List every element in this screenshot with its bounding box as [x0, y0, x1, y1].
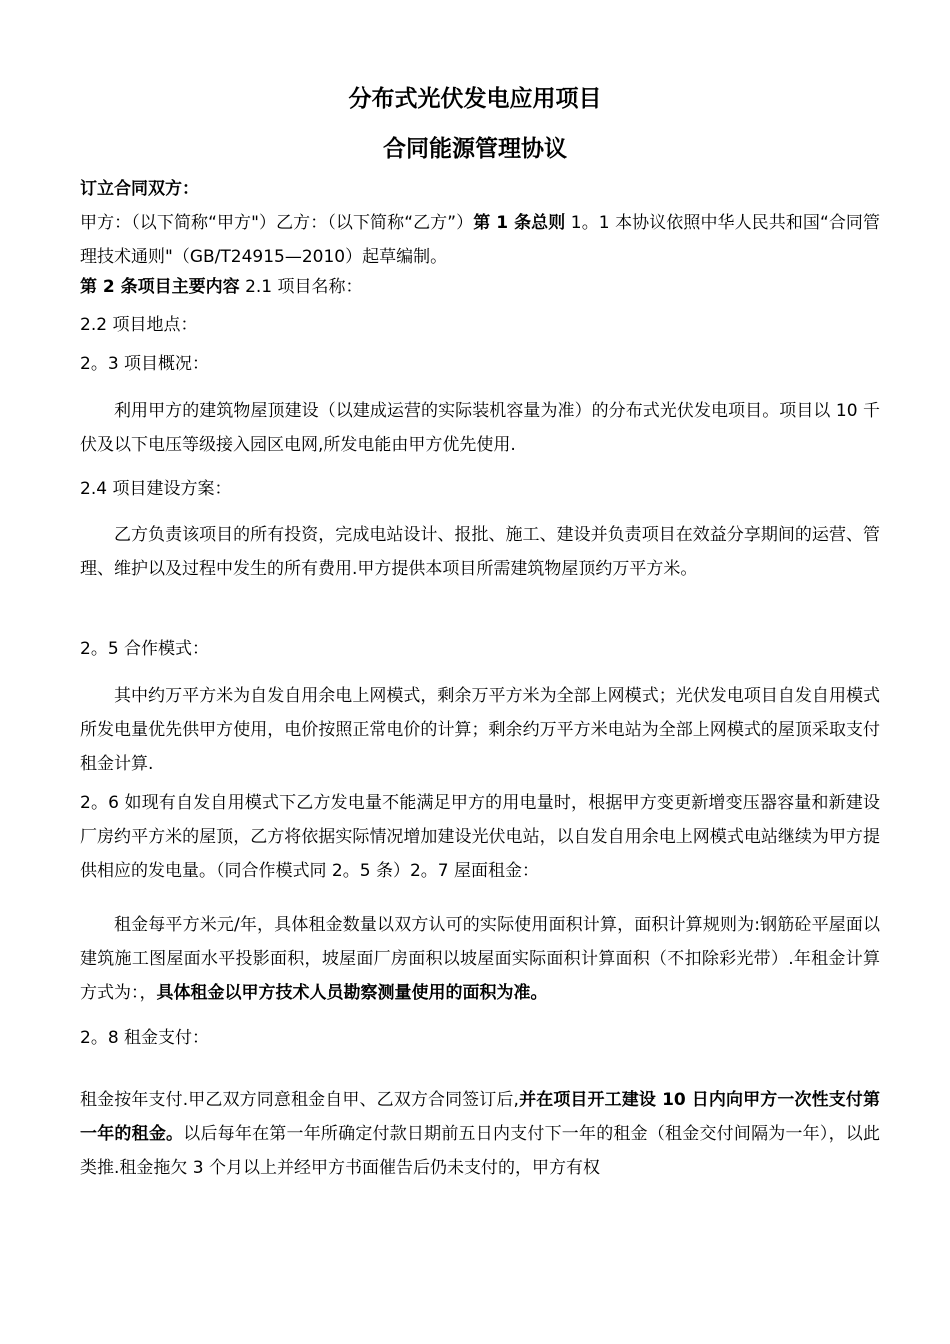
parties-heading: 订立合同双方： — [80, 179, 199, 199]
item-2-6-paragraph: 2。6 如现有自发自用模式下乙方发电量不能满足甲方的用电量时，根据甲方变更新增变压器容量和新建设厂房约平方米的屋顶，乙方将依据实际情况增加建设光伏电站，以自发自用余电上网模式电站继续为甲方提供相应的发电量。（同合作模式同 2。5 条）2。7 屋面租金： — [80, 793, 880, 881]
payment-text-1: 租金按年支付.甲乙双方同意租金自甲、乙双方合同签订后, — [80, 1090, 519, 1110]
article2-line — [80, 270, 880, 304]
overview-paragraph: 利用甲方的建筑物屋顶建设（以建成运营的实际装机容量为准）的分布式光伏发电项目。项目以 10 千伏及以下电压等级接入园区电网,所发电能由甲方优先使用. — [80, 401, 880, 455]
rent-text: 租金每平方米元/年，具体租金数量以双方认可的实际使用面积计算，面积计算规则为:钢筋砼平屋面以建筑施工图屋面水平投影面积，坡屋面厂房面积以坡屋面实际面积计算面积（不扣除彩光带）.年租金计算方式为：， — [80, 915, 880, 1003]
rent-paragraph — [80, 908, 880, 1010]
payment-paragraph — [80, 1083, 880, 1185]
payment-bold-text: 并在项目开工建设 10 日内向甲方一次性支付第一年的租金。 — [80, 1090, 880, 1144]
article2-text: 2.1 项目名称： — [239, 277, 363, 297]
rent-bold-text: 具体租金以甲方技术人员勘察测量使用的面积为准。 — [156, 983, 548, 1003]
item-2-8: 2。8 租金支付： — [80, 1028, 210, 1048]
parties-text: 甲方：（以下简称“甲方"）乙方：（以下简称“乙方”） — [80, 213, 474, 233]
cooperation-paragraph: 其中约万平方米为自发自用余电上网模式，剩余万平方米为全部上网模式；光伏发电项目自发自用模式所发电量优先供甲方使用，电价按照正常电价的计算；剩余约万平方米电站为全部上网模式的屋顶采取支付租金计算. — [80, 686, 880, 774]
article2-heading: 第 2 条项目主要内容 — [80, 277, 240, 297]
document-title-line2: 合同能源管理协议 — [383, 136, 567, 162]
parties-paragraph — [80, 206, 880, 274]
construction-paragraph: 乙方负责该项目的所有投资，完成电站设计、报批、施工、建设并负责项目在效益分享期间的运营、管理、维护以及过程中发生的所有费用.甲方提供本项目所需建筑物屋顶约万平方米。 — [80, 525, 880, 579]
item-2-4: 2.4 项目建设方案： — [80, 479, 232, 499]
item-2-2: 2.2 项目地点： — [80, 315, 198, 335]
document-title-line1: 分布式光伏发电应用项目 — [348, 86, 602, 112]
item-2-5: 2。5 合作模式： — [80, 639, 210, 659]
article1-heading: 第 1 条总则 — [473, 213, 566, 233]
article1-text: 1。1 本协议依照中华人民共和国“合同管理技术通则"（GB/T24915—2010）起草编制。 — [80, 213, 881, 267]
item-2-3: 2。3 项目概况： — [80, 354, 210, 374]
payment-text-2: 以后每年在第一年所确定付款日期前五日内支付下一年的租金（租金交付间隔为一年），以此类推.租金拖欠 3 个月以上并经甲方书面催告后仍未支付的，甲方有权 — [80, 1124, 881, 1178]
